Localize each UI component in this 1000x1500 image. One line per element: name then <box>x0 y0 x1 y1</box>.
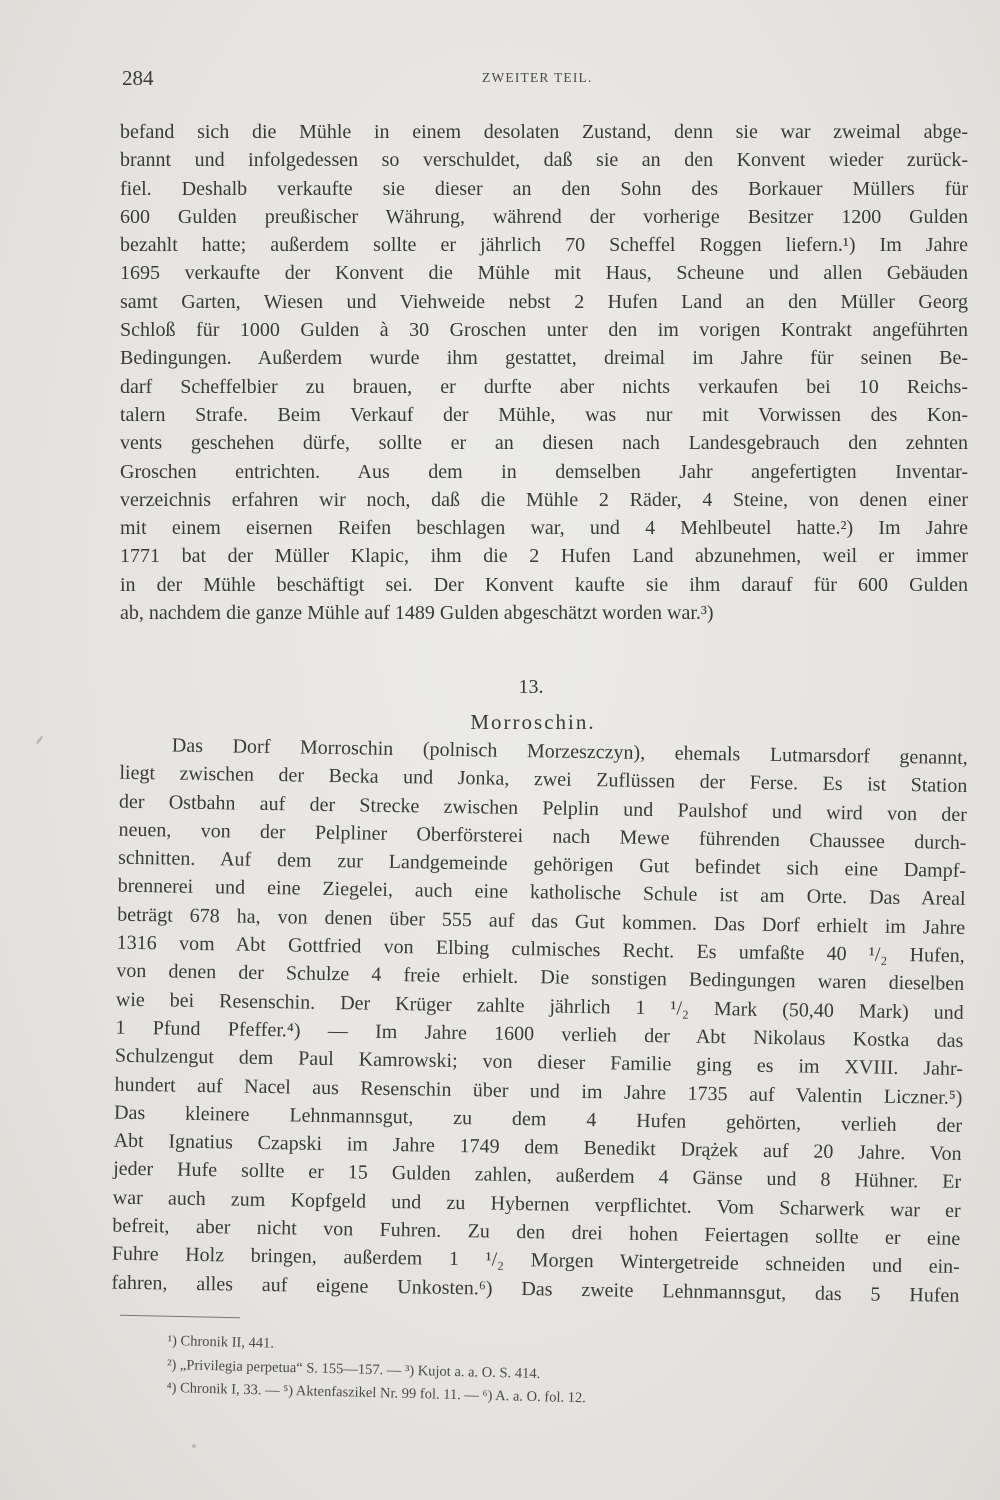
text-line: vents geschehen dürfe, sollte er an diesen nach Landesgebrauch den zehnten <box>120 432 968 455</box>
running-head: ZWEITER TEIL. <box>482 70 593 85</box>
text-line: wie bei Resenschin. Der Krüger zahlte jährlich 1 ¹/₂ Mark (50,40 Mark) und <box>115 988 964 1024</box>
text-line: fiel. Deshalb verkaufte sie dieser an den Sohn des Borkauer Müllers für <box>120 177 968 200</box>
page-header <box>122 66 962 90</box>
paper-speck <box>35 735 43 745</box>
text-line: samt Garten, Wiesen und Viehweide nebst 2 Hufen Land an den Müller Georg <box>120 290 968 313</box>
text-line: brannt und infolgedessen so verschuldet, daß sie an den Konvent wieder zurück- <box>120 149 968 172</box>
text-line: war auch zum Kopfgeld und zu Hybernen verpflichtet. Vom Scharwerk war er <box>112 1186 961 1222</box>
text-line: 1695 verkaufte der Konvent die Mühle mit Haus, Scheune und allen Gebäuden <box>120 262 968 285</box>
text-line: talern Strafe. Beim Verkauf der Mühle, was nur mit Vorwissen des Kon- <box>120 403 968 426</box>
text-line: von denen der Schulze 4 freie erhielt. Die sonstigen Bedingungen waren dieselben <box>116 960 965 996</box>
footnote: ¹) Chronik II, 441. <box>167 1332 275 1352</box>
text-line: Das kleinere Lehnmannsgut, zu dem 4 Hufen gehörten, verlieh der <box>113 1101 963 1137</box>
paragraph-mill <box>120 118 968 627</box>
footnote: ²) „Privilegia perpetua“ S. 155—157. — ³) Kujot a. a. O. S. 414. <box>166 1356 541 1382</box>
text-line: Das Dorf Morroschin (polnisch Morzeszczyn), ehemals Lutmarsdorf genannt, <box>171 734 968 769</box>
text-line: hundert auf Nacel aus Resenschin über und im Jahre 1735 auf Valentin Liczner.⁵) <box>114 1073 963 1109</box>
text-line: befand sich die Mühle in einem desolaten Zustand, denn sie war zweimal abge- <box>120 121 968 143</box>
text-line: darf Scheffelbier zu brauen, er durfte aber nichts verkaufen bei 10 Reichs- <box>120 375 968 398</box>
text-line: in der Mühle beschäftigt sei. Der Konvent kaufte sie ihm darauf für 600 Gulden <box>120 573 968 596</box>
text-line: bezahlt hatte; außerdem sollte er jährlich 70 Scheffel Roggen liefern.¹) Im Jahre <box>120 234 968 257</box>
paragraph-morroschin <box>111 731 968 1310</box>
text-line: verzeichnis erfahren wir noch, daß die Mühle 2 Räder, 4 Steine, von denen einer <box>120 488 968 511</box>
text-line: Fuhre Holz bringen, außerdem 1 ¹/₂ Morgen Wintergetreide schneiden und ein- <box>111 1242 960 1279</box>
section-title: Morroschin. <box>470 710 596 734</box>
paper-speck <box>192 1444 196 1448</box>
footnotes <box>166 1330 828 1417</box>
footnote-divider <box>120 1315 240 1319</box>
text-line: schnitten. Auf dem zur Landgemeinde gehörigen Gut befindet sich eine Dampf- <box>117 846 967 883</box>
text-line: 1316 vom Abt Gottfried von Elbing culmisches Recht. Es umfaßte 40 ¹/₂ Hufen, <box>116 931 965 968</box>
text-line: Groschen entrichten. Aus dem in demselben Jahr angefertigten Inventar- <box>120 460 968 483</box>
text-line: 600 Gulden preußischer Währung, während der vorherige Besitzer 1200 Gulden <box>120 205 968 228</box>
text-line: brennerei und eine Ziegelei, auch eine katholische Schule ist am Orte. Das Areal <box>117 875 966 911</box>
text-line: mit einem eisernen Reifen beschlagen war, und 4 Mehlbeutel hatte.²) Im Jahre <box>120 517 968 540</box>
text-line: Schulzengut dem Paul Kamrowski; von dieser Familie ging es im XVIII. Jahr- <box>114 1044 964 1081</box>
text-line: ab, nachdem die ganze Mühle auf 1489 Gulden abgeschätzt worden war.³) <box>120 602 714 625</box>
text-line: jeder Hufe sollte er 15 Gulden zahlen, außerdem 4 Gänse und 8 Hühner. Er <box>113 1158 962 1194</box>
text-line: 1 Pfund Pfeffer.⁴) — Im Jahre 1600 verlieh der Abt Nikolaus Kostka das <box>115 1016 964 1052</box>
text-line: beträgt 678 ha, von denen über 555 auf das Gut kommen. Das Dorf erhielt im Jahre <box>117 903 966 939</box>
text-line: fahren, alles auf eigene Unkosten.⁶) Das zweite Lehnmannsgut, das 5 Hufen <box>111 1271 960 1307</box>
text-line: Schloß für 1000 Gulden à 30 Groschen unter den im vorigen Kontrakt angeführten <box>120 319 968 342</box>
text-line: liegt zwischen der Becka und Jonka, zwei Zuflüssen der Ferse. Es ist Station <box>119 761 968 798</box>
text-line: der Ostbahn auf der Strecke zwischen Pelplin und Paulshof und wird von der <box>118 790 968 826</box>
page-number: 284 <box>122 66 154 90</box>
text-line: befreit, aber nicht von Fuhren. Zu den drei hohen Feiertagen sollte er eine <box>112 1214 961 1250</box>
footnote: ⁴) Chronik I, 33. — ⁵) Aktenfaszikel Nr. 99 fol. 11. — ⁶) A. a. O. fol. 12. <box>166 1379 587 1407</box>
text-line: 1771 bat der Müller Klapic, ihm die 2 Hufen Land abzunehmen, weil er immer <box>120 545 968 568</box>
text-line: Bedingungen. Außerdem wurde ihm gestattet, dreimal im Jahre für seinen Be- <box>120 347 968 370</box>
text-line: neuen, von der Pelpliner Oberförsterei nach Mewe führenden Chaussee durch- <box>118 818 967 854</box>
section-number: 13. <box>518 676 544 698</box>
text-line: Abt Ignatius Czapski im Jahre 1749 dem Benedikt Drążek auf 20 Jahre. Von <box>113 1129 962 1166</box>
